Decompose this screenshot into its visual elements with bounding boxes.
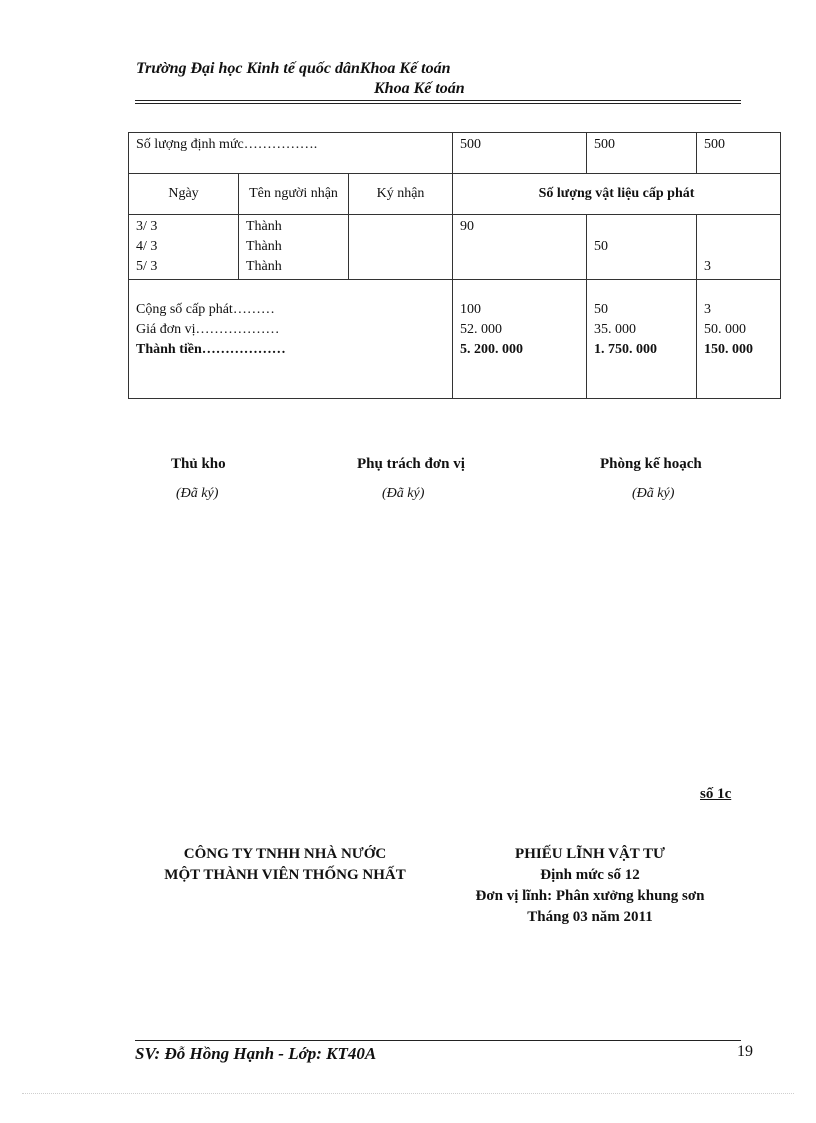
price-value: 52. 000 bbox=[460, 322, 503, 337]
voucher-norm: Định mức số 12 bbox=[540, 867, 640, 883]
page-bottom-dotted-line bbox=[22, 1093, 794, 1094]
entry-date: 3/ 3 bbox=[136, 219, 158, 234]
receiver-column bbox=[239, 215, 349, 280]
header-date: Ngày bbox=[129, 174, 239, 215]
entry-date: 4/ 3 bbox=[136, 239, 158, 254]
company-block bbox=[130, 844, 440, 886]
signature-note-storekeeper: (Đã ký) bbox=[176, 486, 219, 501]
signature-title-unit-head: Phụ trách đơn vị bbox=[357, 456, 465, 472]
entry-qty: 3 bbox=[704, 259, 712, 274]
qty-column-3 bbox=[697, 215, 781, 280]
total-value: 100 bbox=[460, 302, 482, 317]
sign-column bbox=[349, 215, 453, 280]
header-receiver: Tên người nhận bbox=[239, 174, 349, 215]
qty-column-1 bbox=[453, 215, 587, 280]
entry-receiver: Thành bbox=[246, 259, 282, 274]
voucher-period: Tháng 03 năm 2011 bbox=[527, 909, 653, 925]
summary-col-2 bbox=[587, 280, 697, 399]
norm-value-1: 500 bbox=[453, 133, 587, 174]
entry-qty: 50 bbox=[594, 239, 609, 254]
form-number: số 1c bbox=[700, 786, 732, 802]
header-rule-bottom bbox=[135, 103, 741, 104]
header-rule-top bbox=[135, 100, 741, 101]
entry-qty: 90 bbox=[460, 219, 475, 234]
signature-title-storekeeper: Thủ kho bbox=[171, 456, 226, 472]
material-issue-table bbox=[128, 132, 781, 399]
issue-entries-row bbox=[129, 215, 781, 280]
signature-note-planning: (Đã ký) bbox=[632, 486, 675, 501]
summary-row bbox=[129, 280, 781, 399]
price-value: 35. 000 bbox=[594, 322, 637, 337]
norm-quantity-label: Số lượng định mức……………. bbox=[129, 133, 453, 174]
page-number: 19 bbox=[737, 1043, 753, 1060]
signature-note-unit-head: (Đã ký) bbox=[382, 486, 425, 501]
summary-col-3 bbox=[697, 280, 781, 399]
date-column bbox=[129, 215, 239, 280]
total-value: 3 bbox=[704, 302, 712, 317]
header-issued-quantity: Số lượng vật liệu cấp phát bbox=[453, 174, 781, 215]
unit-price-label: Giá đơn vị……………… bbox=[136, 322, 280, 337]
norm-value-2: 500 bbox=[587, 133, 697, 174]
voucher-unit: Đơn vị lĩnh: Phân xưởng khung sơn bbox=[475, 888, 705, 904]
voucher-block bbox=[440, 844, 740, 928]
header-school-name: Trường Đại học Kinh tế quốc dânKhoa Kế toán bbox=[136, 60, 451, 77]
entry-date: 5/ 3 bbox=[136, 259, 158, 274]
amount-value: 150. 000 bbox=[704, 342, 754, 357]
entry-receiver: Thành bbox=[246, 219, 282, 234]
qty-column-2 bbox=[587, 215, 697, 280]
amount-value: 5. 200. 000 bbox=[460, 342, 524, 357]
signature-title-planning: Phòng kế hoạch bbox=[600, 456, 702, 472]
norm-value-3: 500 bbox=[697, 133, 781, 174]
company-line-1: CÔNG TY TNHH NHÀ NƯỚC bbox=[183, 846, 387, 862]
header-faculty-name: Khoa Kế toán bbox=[374, 80, 465, 97]
company-line-2: MỘT THÀNH VIÊN THỐNG NHẤT bbox=[164, 867, 406, 883]
total-value: 50 bbox=[594, 302, 609, 317]
footer-student: SV: Đỗ Hồng Hạnh - Lớp: KT40A bbox=[135, 1044, 377, 1063]
entry-receiver: Thành bbox=[246, 239, 282, 254]
amount-label: Thành tiền……………… bbox=[136, 342, 286, 357]
table-header-row bbox=[129, 174, 781, 215]
amount-value: 1. 750. 000 bbox=[594, 342, 658, 357]
price-value: 50. 000 bbox=[704, 322, 747, 337]
total-issued-label: Cộng số cấp phát……… bbox=[136, 302, 275, 317]
header-sign: Ký nhận bbox=[349, 174, 453, 215]
summary-labels bbox=[129, 280, 453, 399]
summary-col-1 bbox=[453, 280, 587, 399]
footer-rule bbox=[135, 1040, 741, 1041]
voucher-title: PHIẾU LĨNH VẬT TƯ bbox=[515, 846, 665, 862]
norm-quantity-row bbox=[129, 133, 781, 174]
